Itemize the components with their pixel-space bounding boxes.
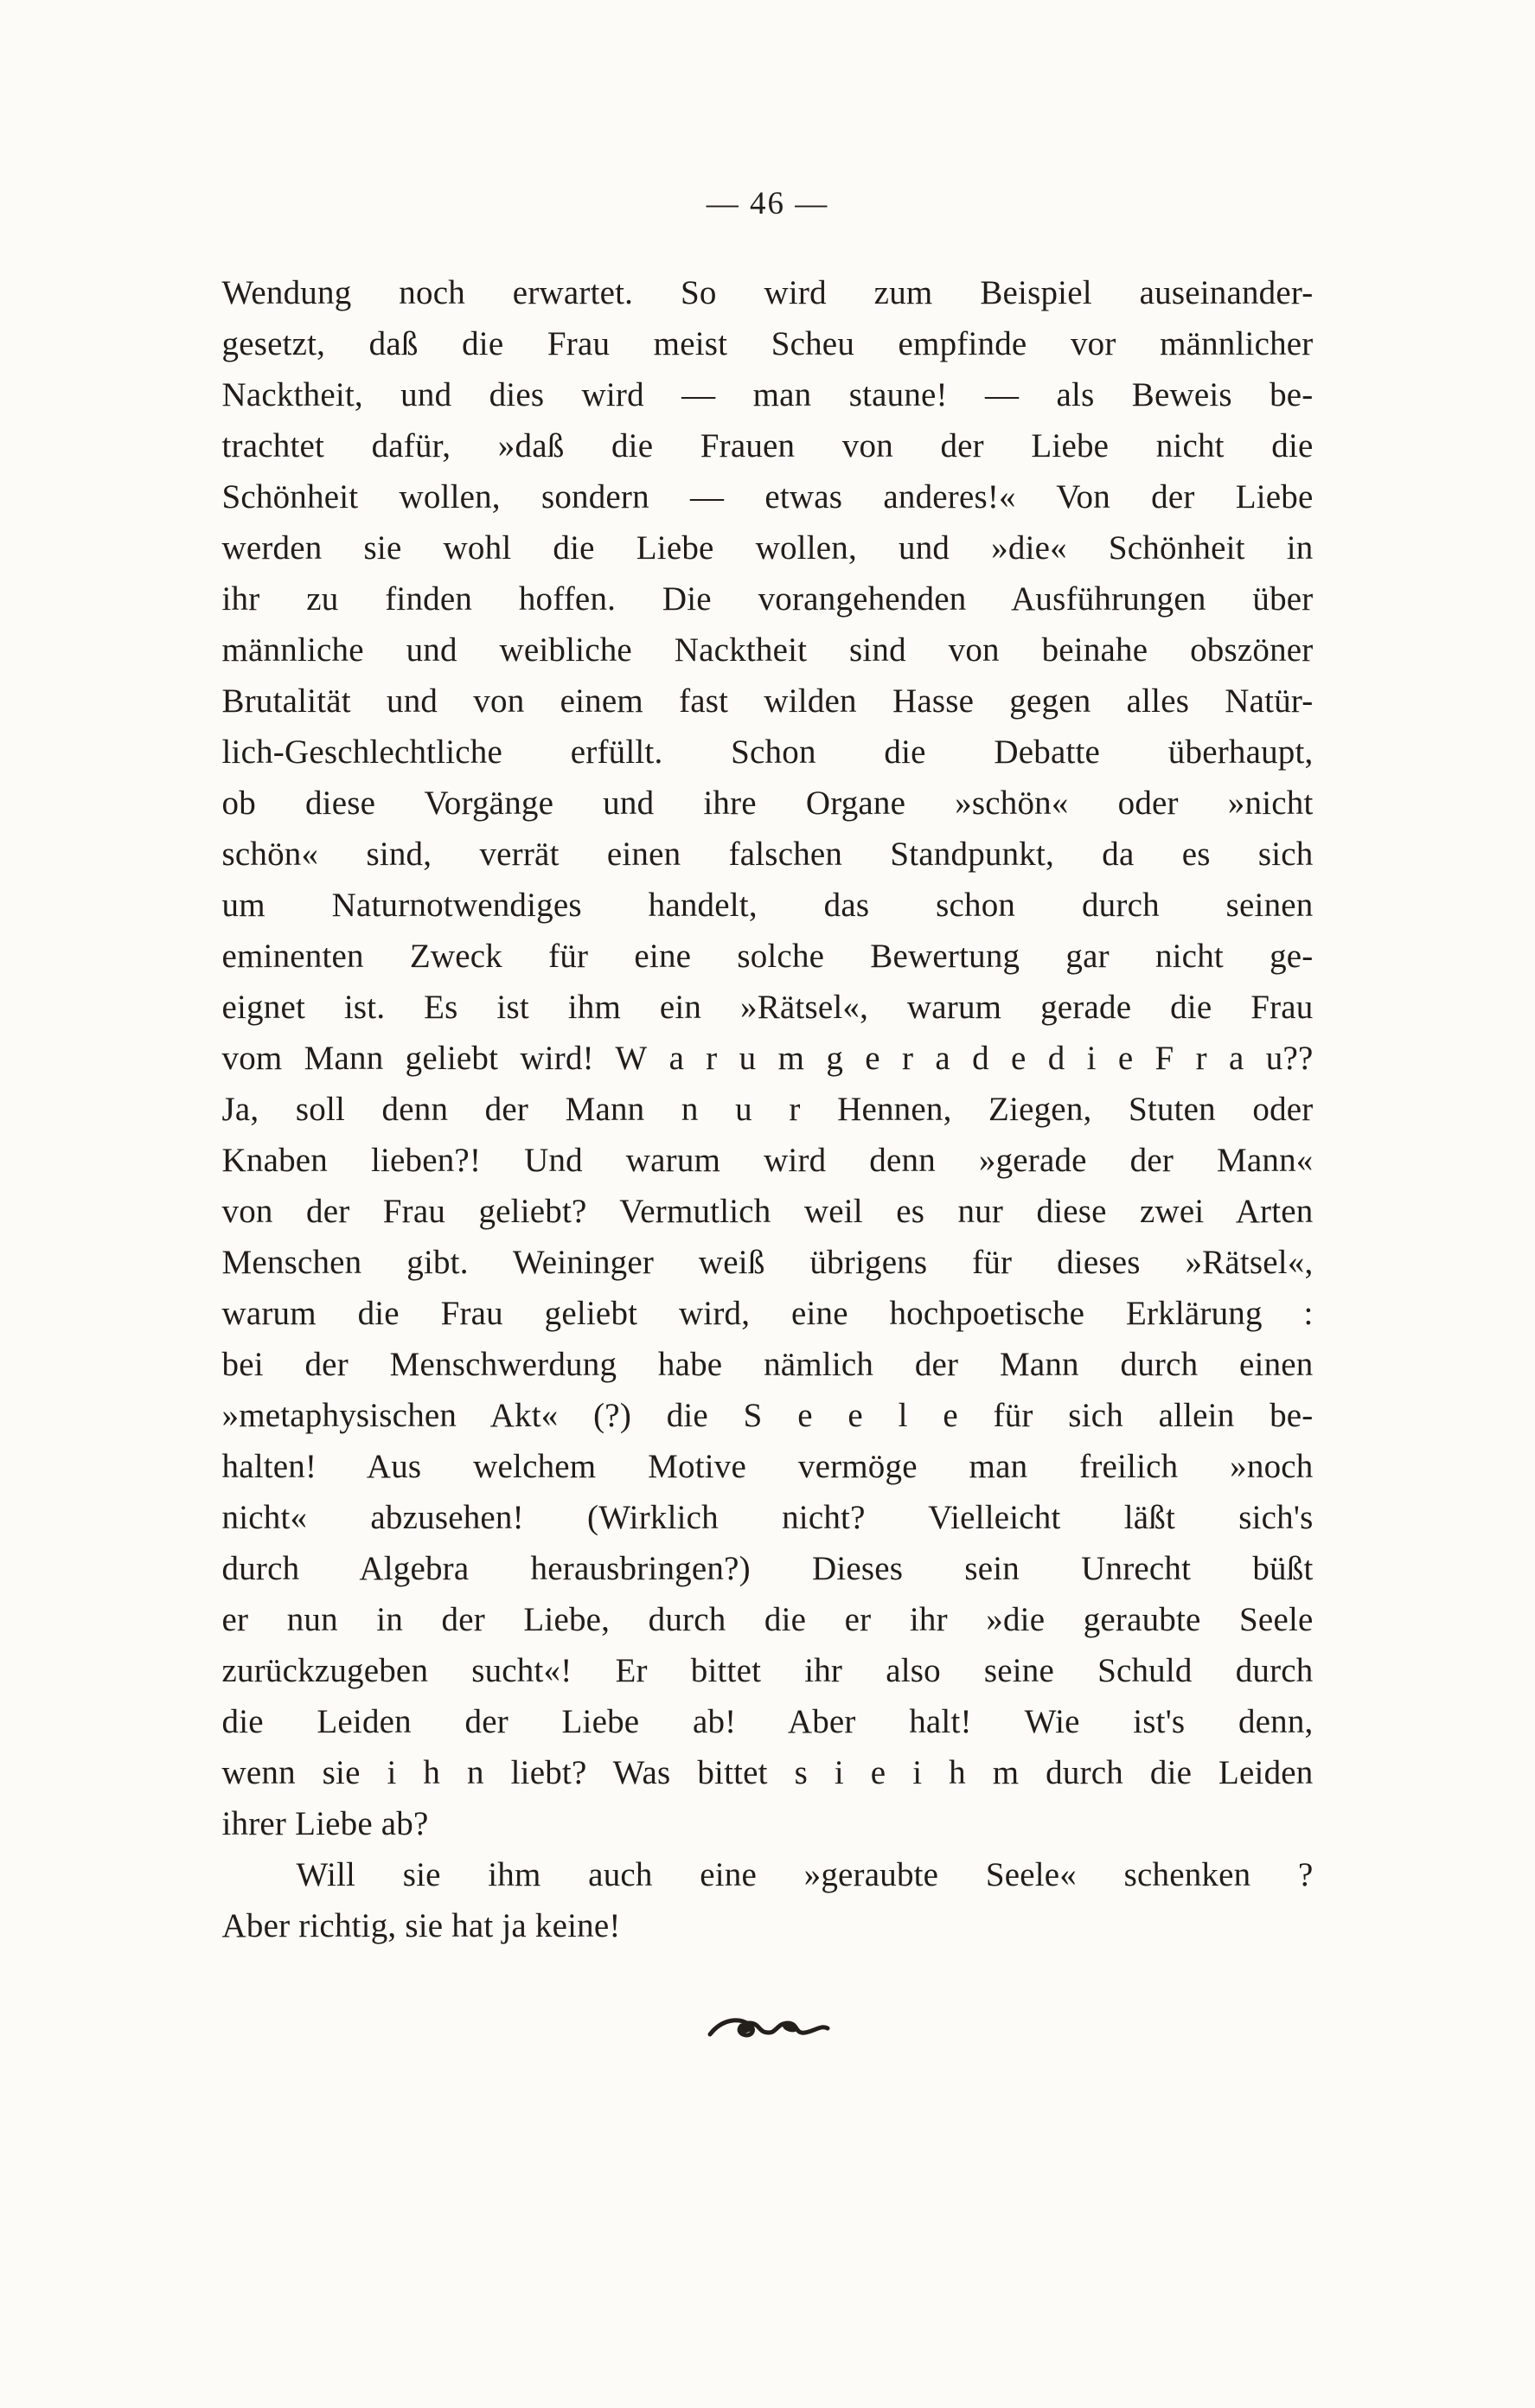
body-text-block	[222, 267, 1314, 1951]
text-line: die Leiden der Liebe ab! Aber halt! Wie ist's denn,	[221, 1703, 1314, 1740]
text-line: Will sie ihm auch eine »geraubte Seele« schenken ?	[296, 1856, 1314, 1893]
text-line: lich-Geschlechtliche erfüllt. Schon die Debatte überhaupt,	[221, 733, 1314, 771]
text-line: eminenten Zweck für eine solche Bewertung gar nicht ge-	[221, 938, 1314, 975]
text-line: bei der Menschwerdung habe nämlich der Mann durch einen	[221, 1346, 1314, 1383]
text-line: halten! Aus welchem Motive vermöge man freilich »noch	[221, 1448, 1314, 1485]
text-line: ob diese Vorgänge und ihre Organe »schön« oder »nicht	[221, 785, 1314, 822]
text-line: von der Frau geliebt? Vermutlich weil es nur diese zwei Arten	[221, 1193, 1314, 1230]
text-line: Nacktheit, und dies wird — man staune! — als Beweis be-	[221, 376, 1314, 413]
text-line: Brutalität und von einem fast wilden Hasse gegen alles Natür-	[221, 682, 1314, 720]
text-line: warum die Frau geliebt wird, eine hochpoetische Erklärung :	[221, 1295, 1314, 1332]
text-line: Menschen gibt. Weininger weiß übrigens für dieses »Rätsel«,	[221, 1244, 1314, 1281]
chapter-end-ornament	[0, 2008, 1535, 2046]
text-line: durch Algebra herausbringen?) Dieses sein Unrecht büßt	[221, 1550, 1314, 1587]
text-line: vom Mann geliebt wird! W a r u m g e r a d e d i e F r a u??	[221, 1040, 1314, 1077]
text-line: Ja, soll denn der Mann n u r Hennen, Ziegen, Stuten oder	[221, 1091, 1314, 1128]
text-line: werden sie wohl die Liebe wollen, und »die« Schönheit in	[221, 529, 1314, 567]
text-line: »metaphysischen Akt« (?) die S e e l e für sich allein be-	[221, 1397, 1314, 1434]
text-line: trachtet dafür, »daß die Frauen von der Liebe nicht die	[221, 427, 1314, 464]
text-line: um Naturnotwendiges handelt, das schon durch seinen	[221, 887, 1314, 924]
text-line: ihr zu finden hoffen. Die vorangehenden Ausführungen über	[221, 580, 1314, 618]
text-line: Aber richtig, sie hat ja keine!	[221, 1907, 621, 1944]
text-line: gesetzt, daß die Frau meist Scheu empfinde vor männlicher	[221, 325, 1314, 362]
text-line: Schönheit wollen, sondern — etwas anderes!« Von der Liebe	[221, 478, 1314, 516]
text-line: wenn sie i h n liebt? Was bittet s i e i h m durch die Leiden	[221, 1754, 1314, 1791]
text-line: schön« sind, verrät einen falschen Standpunkt, da es sich	[221, 836, 1314, 873]
text-line: männliche und weibliche Nacktheit sind von beinahe obszöner	[221, 631, 1314, 669]
text-line: nicht« abzusehen! (Wirklich nicht? Vielleicht läßt sich's	[221, 1499, 1314, 1536]
text-line: Knaben lieben?! Und warum wird denn »gerade der Mann«	[221, 1142, 1314, 1179]
text-line: zurückzugeben sucht«! Er bittet ihr also seine Schuld durch	[221, 1652, 1314, 1689]
text-line: ihrer Liebe ab?	[221, 1805, 429, 1842]
flourish-icon	[703, 2008, 833, 2046]
page-number: — 46 —	[706, 186, 829, 221]
text-line: Wendung noch erwartet. So wird zum Beispiel auseinander-	[221, 274, 1314, 311]
text-line: er nun in der Liebe, durch die er ihr »die geraubte Seele	[221, 1601, 1314, 1638]
text-line: eignet ist. Es ist ihm ein »Rätsel«, warum gerade die Frau	[221, 989, 1314, 1026]
